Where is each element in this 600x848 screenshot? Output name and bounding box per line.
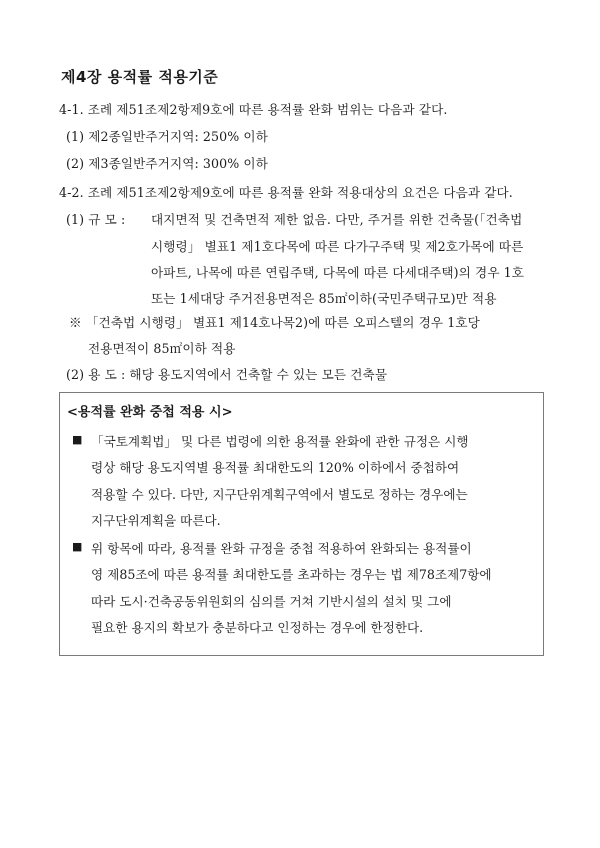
use-line: (2) 용 도 : 해당 용도지역에서 건축할 수 있는 모든 건축물 (66, 367, 388, 382)
box-title: <용적률 완화 중첩 적용 시> (67, 405, 233, 420)
scale-text-line: 또는 1세대당 주거전용면적은 85㎡이하(국민주택규모)만 적용 (151, 291, 497, 306)
note-line: ※ 「건축법 시행령」 별표1 제14호나목2)에 따른 오피스텔의 경우 1호당 (69, 315, 480, 330)
box-paragraph-line: 지구단위계획을 따른다. (91, 513, 221, 528)
section-4-1-item: (1) 제2종일반주거지역: 250% 이하 (66, 129, 268, 144)
box-paragraph-line: 「국토계획법」 및 다른 법령에 의한 용적률 완화에 관한 규정은 시행 (91, 434, 469, 449)
section-4-1-heading: 4-1. 조례 제51조제2항제9호에 따른 용적률 완화 범위는 다음과 같다. (59, 102, 448, 117)
box-paragraph-line: 령상 해당 용도지역별 용적률 최대한도의 120% 이하에서 중첩하여 (91, 460, 460, 475)
box-paragraph-line: 따라 도시·건축공동위원회의 심의를 거쳐 기반시설의 설치 및 그에 (91, 594, 452, 609)
section-4-1-item: (2) 제3종일반주거지역: 300% 이하 (66, 156, 268, 171)
chapter-title: 제4장 용적률 적용기준 (61, 68, 219, 86)
box-paragraph-line: 위 항목에 따라, 용적률 완화 규정을 중첩 적용하여 완화되는 용적률이 (91, 541, 472, 556)
box-paragraph-line: 필요한 용지의 확보가 충분하다고 인정하는 경우에 한정한다. (91, 620, 424, 635)
box-paragraph-line: 적용할 수 있다. 다만, 지구단위계획구역에서 별도로 정하는 경우에는 (91, 487, 468, 502)
scale-text-line: 시행령」 별표1 제1호다목에 따른 다가구주택 및 제2호가목에 따른 (151, 239, 524, 254)
box-paragraph-line: 영 제85조에 따른 용적률 최대한도를 초과하는 경우는 법 제78조제7항에 (91, 567, 492, 582)
section-4-2-heading: 4-2. 조례 제51조제2항제9호에 따른 용적률 완화 적용대상의 요건은 다음과 같다. (59, 185, 513, 200)
square-bullet-icon: ■ (72, 540, 83, 553)
scale-label: (1) 규 모 : (66, 212, 126, 227)
overlap-application-box (59, 392, 544, 656)
square-bullet-icon: ■ (72, 433, 83, 446)
scale-text-line: 대지면적 및 건축면적 제한 없음. 다만, 주거를 위한 건축물(「건축법 (151, 212, 523, 227)
scale-text-line: 아파트, 나목에 따른 연립주택, 다목에 따른 다세대주택)의 경우 1호 (151, 265, 525, 280)
note-line: 전용면적이 85㎡이하 적용 (88, 341, 236, 356)
